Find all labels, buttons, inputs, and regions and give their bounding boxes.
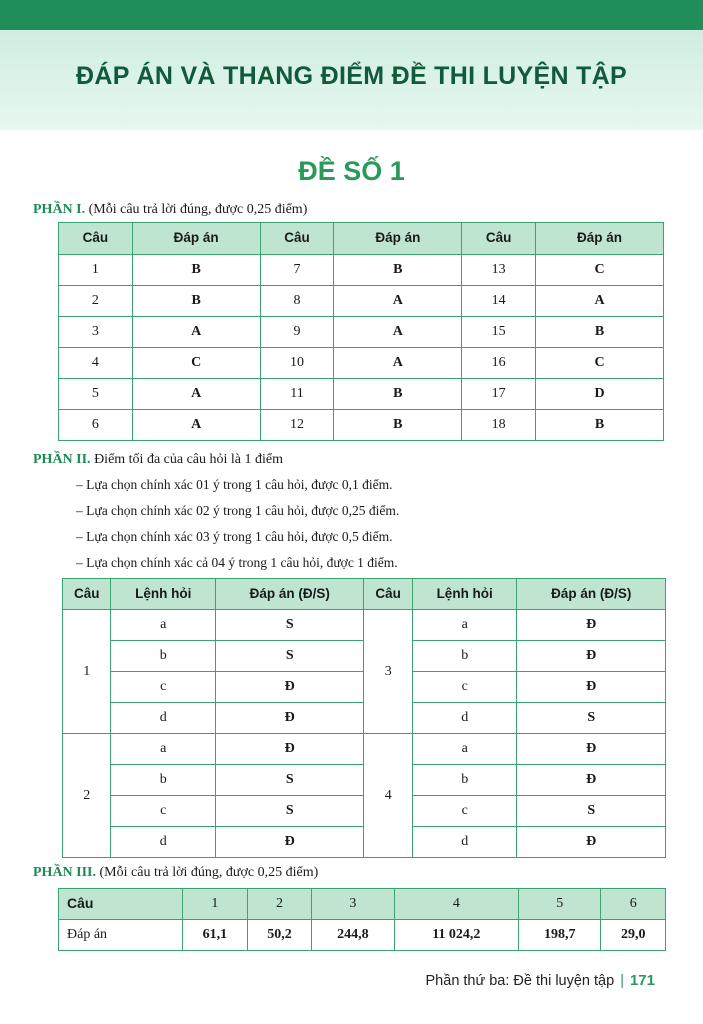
question-cell: 12 xyxy=(260,410,334,441)
statement-cell: d xyxy=(111,703,216,734)
statement-cell: a xyxy=(412,610,517,641)
answer-cell: S xyxy=(517,703,666,734)
table-row xyxy=(63,610,666,641)
question-number-cell: 1 xyxy=(183,889,248,920)
part2-note: Điểm tối đa của câu hỏi là 1 điểm xyxy=(94,452,284,467)
answer-cell: Đ xyxy=(216,703,364,734)
answer-cell: Đ xyxy=(517,672,666,703)
part2-rule-3: – Lựa chọn chính xác 03 ý trong 1 câu hỏi, được 0,5 điểm. xyxy=(76,529,393,544)
question-cell: 18 xyxy=(462,410,536,441)
statement-cell: a xyxy=(111,610,216,641)
table-row xyxy=(59,379,664,410)
statement-cell: c xyxy=(111,796,216,827)
exam-number-title: ĐỀ SỐ 1 xyxy=(298,156,405,186)
question-cell: 5 xyxy=(59,379,133,410)
answer-cell: 50,2 xyxy=(247,920,312,951)
page-title: ĐÁP ÁN VÀ THANG ĐIỂM ĐỀ THI LUYỆN TẬP xyxy=(76,62,627,90)
question-number-cell: 5 xyxy=(519,889,601,920)
part2-label: PHẦN II. xyxy=(33,452,91,467)
row-label-cell: Đáp án xyxy=(59,920,183,951)
answer-cell: A xyxy=(132,379,260,410)
answer-cell: S xyxy=(216,765,364,796)
statement-cell: b xyxy=(111,641,216,672)
answer-cell: B xyxy=(132,255,260,286)
table-header: Đáp án xyxy=(536,223,664,255)
answer-cell: Đ xyxy=(517,610,666,641)
question-cell: 9 xyxy=(260,317,334,348)
answer-cell: B xyxy=(132,286,260,317)
footer-text: Phần thứ ba: Đề thi luyện tập xyxy=(425,973,615,989)
table-header: Lệnh hỏi xyxy=(412,579,517,610)
table-row xyxy=(63,734,666,765)
answer-cell: S xyxy=(216,796,364,827)
question-cell: 11 xyxy=(260,379,334,410)
part2-rule-4: – Lựa chọn chính xác cả 04 ý trong 1 câu hỏi, được 1 điểm. xyxy=(76,555,398,570)
answer-cell: C xyxy=(132,348,260,379)
question-cell: 15 xyxy=(462,317,536,348)
table-header: Câu xyxy=(59,889,183,920)
table-header: Câu xyxy=(59,223,133,255)
table-row xyxy=(59,410,664,441)
table-header: Câu xyxy=(462,223,536,255)
table-header: Đáp án (Đ/S) xyxy=(517,579,666,610)
answer-cell: 11 024,2 xyxy=(394,920,519,951)
answer-cell: B xyxy=(334,379,462,410)
question-cell: 13 xyxy=(462,255,536,286)
question-cell: 14 xyxy=(462,286,536,317)
statement-cell: a xyxy=(412,734,517,765)
statement-cell: d xyxy=(412,703,517,734)
answer-cell: A xyxy=(132,410,260,441)
part2-heading xyxy=(33,452,283,468)
question-cell: 7 xyxy=(260,255,334,286)
question-cell: 17 xyxy=(462,379,536,410)
statement-cell: c xyxy=(412,796,517,827)
answer-cell: Đ xyxy=(517,734,666,765)
statement-cell: a xyxy=(111,734,216,765)
table-row xyxy=(59,317,664,348)
answer-cell: B xyxy=(334,255,462,286)
answer-cell: A xyxy=(334,286,462,317)
part3-label: PHẦN III. xyxy=(33,865,97,880)
part1-answer-table xyxy=(58,222,664,441)
question-cell: 10 xyxy=(260,348,334,379)
statement-cell: d xyxy=(111,827,216,858)
answer-cell: S xyxy=(216,610,364,641)
question-cell: 2 xyxy=(59,286,133,317)
part2-rule-1: – Lựa chọn chính xác 01 ý trong 1 câu hỏi, được 0,1 điểm. xyxy=(76,477,393,492)
answer-cell: Đ xyxy=(216,827,364,858)
table-row xyxy=(59,348,664,379)
answer-cell: C xyxy=(536,255,664,286)
answer-cell: B xyxy=(334,410,462,441)
table-header: Đáp án xyxy=(132,223,260,255)
answer-cell: Đ xyxy=(517,827,666,858)
answer-cell: Đ xyxy=(517,765,666,796)
statement-cell: c xyxy=(412,672,517,703)
table-header: Câu xyxy=(63,579,111,610)
answer-cell: 244,8 xyxy=(312,920,394,951)
part2-rule-2: – Lựa chọn chính xác 02 ý trong 1 câu hỏi, được 0,25 điểm. xyxy=(76,503,400,518)
question-cell: 3 xyxy=(59,317,133,348)
question-cell: 2 xyxy=(63,734,111,858)
answer-cell: Đ xyxy=(216,734,364,765)
page-number: 171 xyxy=(629,972,655,989)
answer-cell: Đ xyxy=(216,672,364,703)
question-cell: 16 xyxy=(462,348,536,379)
question-cell: 1 xyxy=(63,610,111,734)
part3-note: (Mỗi câu trả lời đúng, được 0,25 điểm) xyxy=(99,865,319,880)
question-number-cell: 2 xyxy=(247,889,312,920)
answer-cell: Đ xyxy=(517,641,666,672)
answer-cell: S xyxy=(216,641,364,672)
answer-cell: A xyxy=(334,348,462,379)
answer-cell: 198,7 xyxy=(519,920,601,951)
part1-label: PHẦN I. xyxy=(33,202,86,217)
part3-heading xyxy=(33,865,318,881)
page-footer: Phần thứ ba: Đề thi luyện tập | 171 xyxy=(425,972,655,989)
statement-cell: c xyxy=(111,672,216,703)
answer-cell: D xyxy=(536,379,664,410)
answer-cell: 29,0 xyxy=(601,920,666,951)
table-header: Câu xyxy=(364,579,412,610)
answer-cell: S xyxy=(517,796,666,827)
question-cell: 3 xyxy=(364,610,412,734)
top-color-strip xyxy=(0,0,703,30)
question-number-cell: 6 xyxy=(601,889,666,920)
question-cell: 8 xyxy=(260,286,334,317)
table-header: Lệnh hỏi xyxy=(111,579,216,610)
answer-cell: B xyxy=(536,410,664,441)
statement-cell: b xyxy=(412,765,517,796)
question-cell: 4 xyxy=(364,734,412,858)
question-cell: 4 xyxy=(59,348,133,379)
answer-cell: B xyxy=(536,317,664,348)
answer-cell: A xyxy=(536,286,664,317)
statement-cell: b xyxy=(412,641,517,672)
question-number-cell: 3 xyxy=(312,889,394,920)
question-number-cell: 4 xyxy=(394,889,519,920)
table-row xyxy=(59,286,664,317)
table-header: Đáp án xyxy=(334,223,462,255)
statement-cell: b xyxy=(111,765,216,796)
table-row xyxy=(59,255,664,286)
answer-cell: 61,1 xyxy=(183,920,248,951)
statement-cell: d xyxy=(412,827,517,858)
question-cell: 1 xyxy=(59,255,133,286)
answer-cell: C xyxy=(536,348,664,379)
part1-heading xyxy=(33,202,307,218)
part3-answer-table xyxy=(58,888,666,951)
answer-cell: A xyxy=(132,317,260,348)
part1-note: (Mỗi câu trả lời đúng, được 0,25 điểm) xyxy=(88,202,308,217)
table-header: Đáp án (Đ/S) xyxy=(216,579,364,610)
answer-cell: A xyxy=(334,317,462,348)
part2-answer-table xyxy=(62,578,666,858)
question-cell: 6 xyxy=(59,410,133,441)
table-header: Câu xyxy=(260,223,334,255)
